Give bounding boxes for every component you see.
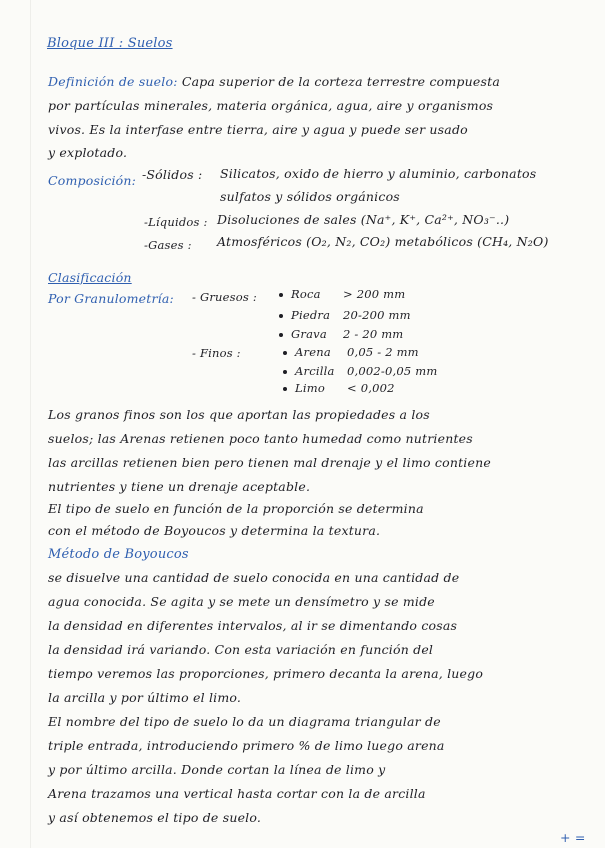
composition-label: Composición:	[48, 173, 137, 188]
bullet	[283, 351, 287, 355]
bullet	[279, 314, 283, 318]
coarse-label: - Gruesos :	[192, 290, 257, 304]
grain-size: < 0,002	[347, 381, 395, 395]
grain-name: Arcilla	[295, 364, 335, 378]
paragraph-line-5: El tipo de suelo en función de la proporción se determina	[48, 501, 424, 516]
method-line-5: tiempo veremos las proporciones, primero decanta la arena, luego	[48, 666, 484, 681]
grain-size: 0,05 - 2 mm	[347, 345, 419, 359]
method-line-7: El nombre del tipo de suelo lo da un diagrama triangular de	[48, 714, 441, 729]
definition-line-3: vivos. Es la interfase entre tierra, aire y agua y puede ser usado	[48, 122, 468, 137]
grain-size: 0,002-0,05 mm	[347, 364, 438, 378]
definition-text-1: Capa superior de la corteza terrestre compuesta	[181, 74, 500, 89]
paragraph-line-2: suelos; las Arenas retienen poco tanto humedad como nutrientes	[48, 431, 473, 446]
bullet	[279, 293, 283, 297]
fine-label: - Finos :	[192, 346, 241, 360]
method-line-11: y así obtenemos el tipo de suelo.	[48, 810, 262, 825]
paragraph-line-1: Los granos finos son los que aportan las propiedades a los	[48, 407, 430, 422]
method-line-1: se disuelve una cantidad de suelo conocida en una cantidad de	[48, 570, 460, 585]
grain-name: Arena	[295, 345, 331, 359]
method-line-8: triple entrada, introduciendo primero % de limo luego arena	[48, 738, 445, 753]
method-line-3: la densidad en diferentes intervalos, al ir se dimentando cosas	[48, 618, 458, 633]
paragraph-line-6: con el método de Boyoucos y determina la textura.	[48, 523, 381, 538]
grain-size: > 200 mm	[343, 287, 406, 301]
liquids-text: Disoluciones de sales (Na⁺, K⁺, Ca²⁺, NO₃⁻..)	[217, 212, 510, 227]
definition-line-2: por partículas minerales, materia orgánica, agua, aire y organismos	[48, 98, 494, 113]
classification-title: Clasificación	[48, 270, 132, 285]
fine-item-clay	[283, 364, 437, 378]
page-title: Bloque III : Suelos	[47, 36, 173, 51]
method-line-4: la densidad irá variando. Con esta variación en función del	[48, 642, 434, 657]
method-title: Método de Boyoucos	[48, 547, 189, 562]
method-line-6: la arcilla y por último el limo.	[48, 690, 242, 705]
grain-name: Grava	[291, 327, 327, 341]
method-line-10: Arena trazamos una vertical hasta cortar con la de arcilla	[48, 786, 426, 801]
bullet	[283, 387, 287, 391]
grain-size: 20-200 mm	[343, 308, 411, 322]
gases-label: -Gases :	[144, 238, 192, 252]
gases-text: Atmosféricos (O₂, N₂, CO₂) metabólicos (CH₄, N₂O)	[217, 234, 549, 249]
fine-item-sand	[283, 345, 419, 359]
coarse-item-stone	[279, 308, 411, 322]
page-mark: + =	[560, 830, 586, 845]
liquids-label: -Líquidos :	[144, 215, 208, 229]
definition-line-1	[48, 74, 500, 89]
bullet	[279, 333, 283, 337]
coarse-item-rock	[279, 287, 405, 301]
method-line-9: y por último arcilla. Donde cortan la línea de limo y	[48, 762, 386, 777]
definition-label: Definición de suelo:	[48, 74, 178, 89]
coarse-item-gravel	[279, 327, 403, 341]
granulometry-label: Por Granulometría:	[48, 291, 174, 306]
page-margin	[30, 0, 31, 848]
grain-name: Limo	[295, 381, 325, 395]
bullet	[283, 370, 287, 374]
definition-line-4: y explotado.	[48, 145, 128, 160]
grain-name: Roca	[291, 287, 321, 301]
paragraph-line-3: las arcillas retienen bien pero tienen mal drenaje y el limo contiene	[48, 455, 491, 470]
paragraph-line-4: nutrientes y tiene un drenaje aceptable.	[48, 479, 311, 494]
solids-line-2: sulfatos y sólidos orgánicos	[220, 189, 400, 204]
fine-item-silt	[283, 381, 395, 395]
method-line-2: agua conocida. Se agita y se mete un densímetro y se mide	[48, 594, 435, 609]
grain-name: Piedra	[291, 308, 331, 322]
solids-line-1: Silicatos, oxido de hierro y aluminio, carbonatos	[220, 166, 537, 181]
grain-size: 2 - 20 mm	[343, 327, 404, 341]
solids-label: -Sólidos :	[142, 167, 203, 182]
